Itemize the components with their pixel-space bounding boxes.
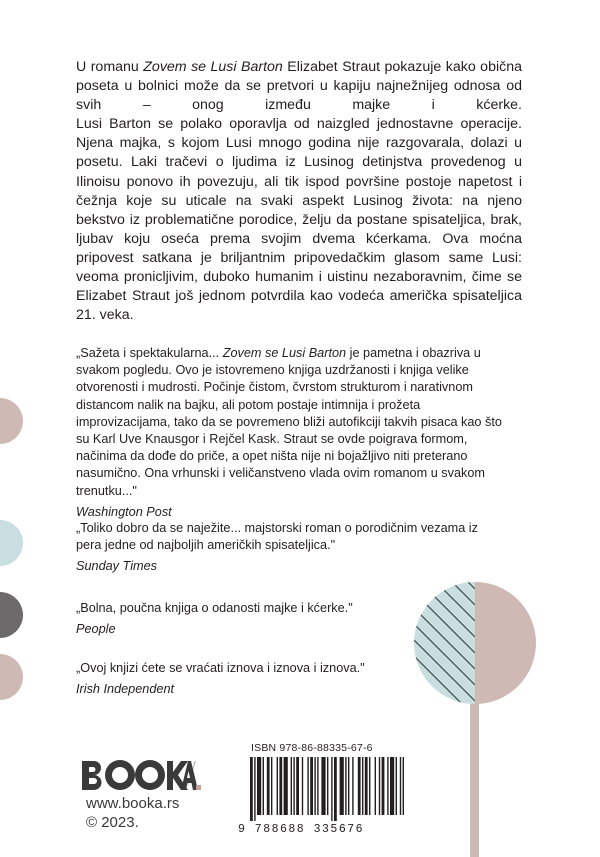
barcode-bar <box>271 757 272 815</box>
barcode-bar <box>291 757 292 815</box>
barcode-bar <box>345 757 346 815</box>
barcode <box>238 757 410 823</box>
barcode-bar <box>379 757 380 815</box>
barcode-bar <box>365 757 368 815</box>
half-circle-pink-1 <box>0 398 24 444</box>
barcode-digits: 9 788688 335676 <box>238 823 365 836</box>
blurb-paragraph-1: U romanu Zovem se Lusi Barton Elizabet Straut pokazuje kako obična poseta u bolnici može da se pretvori u kapiju najnežnijeg odnosa od svih – onog između majke i kćerke. <box>76 59 522 114</box>
barcode-bar <box>400 757 401 815</box>
barcode-bar <box>334 757 337 821</box>
barcode-bar <box>314 757 315 815</box>
barcode-bar <box>387 757 388 815</box>
barcode-bar <box>375 757 376 815</box>
barcode-bar <box>284 757 288 815</box>
barcode-bar <box>352 757 353 815</box>
barcode-bar <box>277 757 278 815</box>
barcode-bar <box>279 757 282 815</box>
barcode-bar <box>369 757 370 815</box>
barcode-bar <box>317 757 318 815</box>
barcode-bar <box>254 757 255 821</box>
barcode-bar <box>307 757 308 815</box>
isbn-label: ISBN 978-86-88335-67-6 <box>251 742 373 754</box>
half-circle-mint <box>0 520 24 566</box>
barcode-bar <box>310 757 313 815</box>
barcode-bar <box>250 757 253 821</box>
quote-irish-independent: „Ovoj knjizi ćete se vraćati iznova i iznova i iznova." Irish Independent <box>76 660 506 698</box>
quote-source: People <box>76 622 116 637</box>
blurb <box>76 58 522 325</box>
copyright: © 2023. <box>86 814 139 831</box>
barcode-bar <box>257 757 261 815</box>
blurb-paragraph-2: Lusi Barton se polako oporavlja od naizgled jednostavne operacije. Njena majka, s kojom Lusi mnogo godina nije razgovarala, dolazi u posetu. Laki tračevi o ljudima iz Lusinog detinjstva provedenog u Ilinoisu ponovo ih povezuju, ali tik ispod površine postoje napetost i čežnja koje su uticale na svaki aspekt Lusinog života: na njeno bekstvo iz problematične porodice, želju da postane spisateljica, brak, ljubav koju oseća prema svojim dvema kćerkama. Ova moćna pripovest satkana je briljantnim pripovedačkim glasom same Lusi: veoma pronicljivim, duboko humanim i uistinu nezaboravnim, čime se Elizabet Straut još jednom potvrdila kao vodeća američka spisateljica 21. veka. <box>76 116 522 324</box>
barcode-bar <box>362 757 363 815</box>
barcode-bar <box>293 757 294 815</box>
barcode-bar <box>396 757 397 815</box>
quote-source: Sunday Times <box>76 559 157 574</box>
half-circle-pink-2 <box>0 654 24 700</box>
barcode-bar <box>321 757 325 815</box>
barcode-bar <box>358 757 361 815</box>
publisher-website: www.booka.rs <box>86 795 180 812</box>
quote-source: Irish Independent <box>76 682 175 697</box>
barcode-bar <box>382 757 385 815</box>
barcode-bar <box>267 757 270 815</box>
quote-source: Washington Post <box>76 504 172 519</box>
quote-people: „Bolna, poučna knjiga o odanosti majke i kćerke." People <box>76 600 506 638</box>
tree-illustration <box>414 582 540 857</box>
barcode-bar <box>340 757 344 815</box>
booka-logo <box>80 758 202 792</box>
book-title: Zovem se Lusi Barton <box>143 59 283 75</box>
barcode-bar <box>296 757 299 815</box>
barcode-bar <box>302 757 303 815</box>
barcode-bar <box>390 757 394 815</box>
quote-washington-post: „Sažeta i spektakularna... Zovem se Lusi Barton je pametna i obazriva u svakom pogledu. Ovo je istovremeno knjiga uzdržanosti i knjiga velike otvorenosti i mudrosti. Počinje čistom, čvrstom strukturom i narativnom distancom nalik na bajku, ali potom postaje intimnija i prožeta improvizacijama, tako da se povremeno bliži autofikciji takvih pisaca kao što su Karl Uve Knausgor i Rejčel Kask. Straut se ovde poigrava formom, načinima da dođe do priče, a opet ništa nije ni bojažljivo niti preterano nasumično. Ona vrhunski i veličanstveno vlada ovim romanom u svakom trenutku..." Washington Post <box>76 345 506 521</box>
barcode-bar <box>263 757 264 815</box>
barcode-bar <box>331 757 332 821</box>
half-circle-gray <box>0 592 24 638</box>
barcode-bar <box>403 757 404 815</box>
barcode-bar <box>327 757 328 815</box>
barcode-bar <box>348 757 349 815</box>
quote-sunday-times: „Toliko dobro da se naježite... majstorski roman o porodičnim vezama iz pera jedne od najboljih američkih spisateljica." Sunday Times <box>76 520 506 576</box>
